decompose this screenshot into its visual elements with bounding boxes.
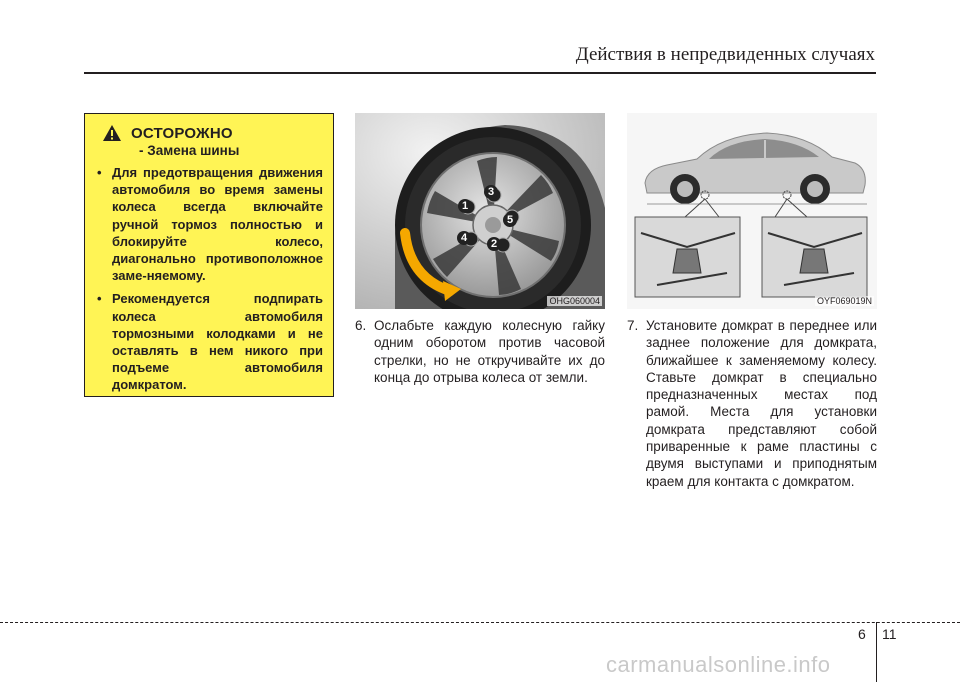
warning-triangle-icon <box>102 124 122 142</box>
figure-code: OYF069019N <box>816 296 872 306</box>
warning-item <box>95 164 323 284</box>
figure-code: OHG060004 <box>549 296 600 306</box>
step-7 <box>627 317 877 490</box>
page-number: 11 <box>882 626 897 642</box>
bullet: • <box>97 165 102 180</box>
step-number: 7. <box>627 318 639 333</box>
lug-nut-label-5: 5 <box>503 213 517 227</box>
car-jack-illustration <box>627 113 877 309</box>
lug-nut-label-2: 2 <box>487 237 501 251</box>
step-text: Ослабьте каждую колесную гайку одним оборотом против часовой стрелки, но не откручивайте их до конца до отрыва колеса от земли. <box>374 318 605 385</box>
warning-item <box>95 290 323 393</box>
warning-item-text: Рекомендуется подпирать колеса автомобиля тормозными колодками и не оставлять в нем никого при подъеме автомобиля домкратом. <box>112 291 323 393</box>
step-number: 6. <box>355 318 367 333</box>
footer-rule <box>0 622 960 623</box>
step-text: Установите домкрат в переднее или заднее положение для домкрата, ближайшее к заменяемому колесу. Ставьте домкрат в специально предназначенных местах под рамой. Места для установки домкрата представляют собой приваренные к раме пластины с двумя выступами и приподнятым краем для контакта с домкратом. <box>646 318 877 489</box>
lug-nut-label-1: 1 <box>458 199 472 213</box>
lug-nut-label-4: 4 <box>457 231 471 245</box>
page-divider <box>876 622 877 682</box>
bullet: • <box>97 291 102 307</box>
warning-header <box>102 124 323 142</box>
chapter-number: 6 <box>858 626 866 642</box>
page-header-title: Действия в непредвиденных случаях <box>575 44 875 65</box>
warning-list <box>95 164 323 394</box>
step-6 <box>355 317 605 386</box>
warning-subtitle: - Замена шины <box>139 143 240 158</box>
warning-item-text: Для предотвращения движения автомобиля во время замены колеса всегда включайте ручной тормоз полностью и блокируйте колесо, диагонально противоположное заме-няемому. <box>112 165 323 284</box>
jack-position-figure <box>627 113 877 309</box>
lug-nut-label-3: 3 <box>484 185 498 199</box>
wheel-lug-nut-figure <box>355 113 605 309</box>
header-rule <box>84 72 876 74</box>
watermark: carmanualsonline.info <box>606 652 831 677</box>
wheel-illustration <box>355 113 605 309</box>
warning-box <box>84 113 334 397</box>
warning-title: ОСТОРОЖНО <box>131 124 233 142</box>
